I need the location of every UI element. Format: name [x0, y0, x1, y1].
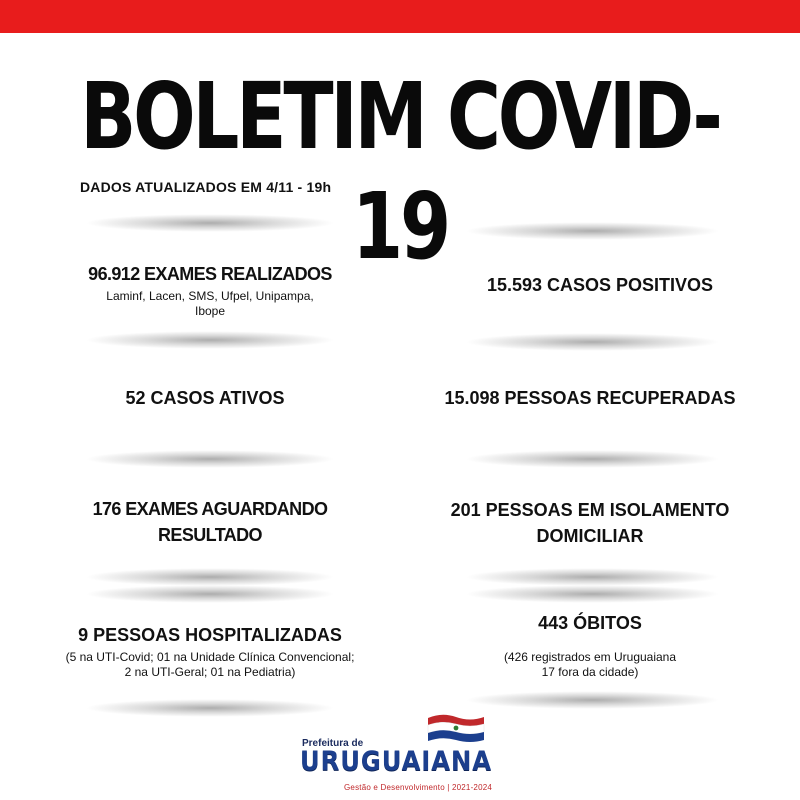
divider — [465, 333, 720, 351]
page-title: BOLETIM COVID-19 — [80, 63, 720, 280]
flag-icon — [426, 712, 486, 746]
stat-headline-line2: RESULTADO — [158, 525, 262, 545]
stat-detail: Laminf, Lacen, SMS, Ufpel, Unipampa, Ibope — [106, 289, 314, 318]
stat-detail-line1: (5 na UTI-Covid; 01 na Unidade Clínica Convencional; — [65, 650, 355, 664]
stat-exames-aguardando — [55, 496, 365, 548]
stat-detail-line1: (426 registrados em Uruguaiana — [503, 650, 677, 664]
stat-headline-line1: 201 PESSOAS EM ISOLAMENTO — [450, 500, 730, 520]
divider — [85, 214, 335, 232]
stat-headline: 96.912 EXAMES REALIZADOS — [88, 264, 332, 284]
top-red-bar — [0, 0, 800, 33]
update-timestamp: DADOS ATUALIZADOS EM 4/11 - 19h — [80, 179, 332, 195]
logo-prefix: Prefeitura de — [302, 738, 364, 749]
stat-headline: 52 CASOS ATIVOS — [125, 388, 285, 408]
stat-headline: 15.593 CASOS POSITIVOS — [486, 275, 714, 295]
logo-city-name: URUGUAIANA — [300, 746, 492, 777]
stat-headline: 443 ÓBITOS — [538, 613, 642, 633]
stat-casos-positivos — [440, 272, 760, 298]
divider — [85, 331, 335, 349]
stat-pessoas-recuperadas — [430, 385, 750, 411]
divider — [465, 585, 720, 603]
stat-casos-ativos — [55, 385, 355, 411]
stat-detail-line2: 2 na UTI-Geral; 01 na Pediatria) — [124, 665, 296, 679]
stat-obitos — [440, 610, 740, 680]
divider — [465, 691, 720, 709]
divider — [85, 568, 335, 586]
stat-isolamento-domiciliar — [430, 497, 750, 549]
stat-headline-line1: 176 EXAMES AGUARDANDO — [92, 499, 328, 519]
divider — [85, 450, 335, 468]
stat-hospitalizadas — [40, 622, 380, 680]
stat-detail-line2: 17 fora da cidade) — [541, 665, 639, 679]
divider — [465, 450, 720, 468]
divider — [465, 222, 720, 240]
logo-tagline: Gestão e Desenvolvimento | 2021-2024 — [344, 783, 493, 792]
divider — [85, 699, 335, 717]
stat-headline: 15.098 PESSOAS RECUPERADAS — [444, 388, 736, 408]
prefeitura-logo — [300, 712, 510, 792]
stat-headline-line2: DOMICILIAR — [536, 526, 644, 546]
divider — [465, 568, 720, 586]
divider — [85, 585, 335, 603]
stat-exames-realizados — [60, 261, 360, 319]
stat-headline: 9 PESSOAS HOSPITALIZADAS — [78, 625, 342, 645]
